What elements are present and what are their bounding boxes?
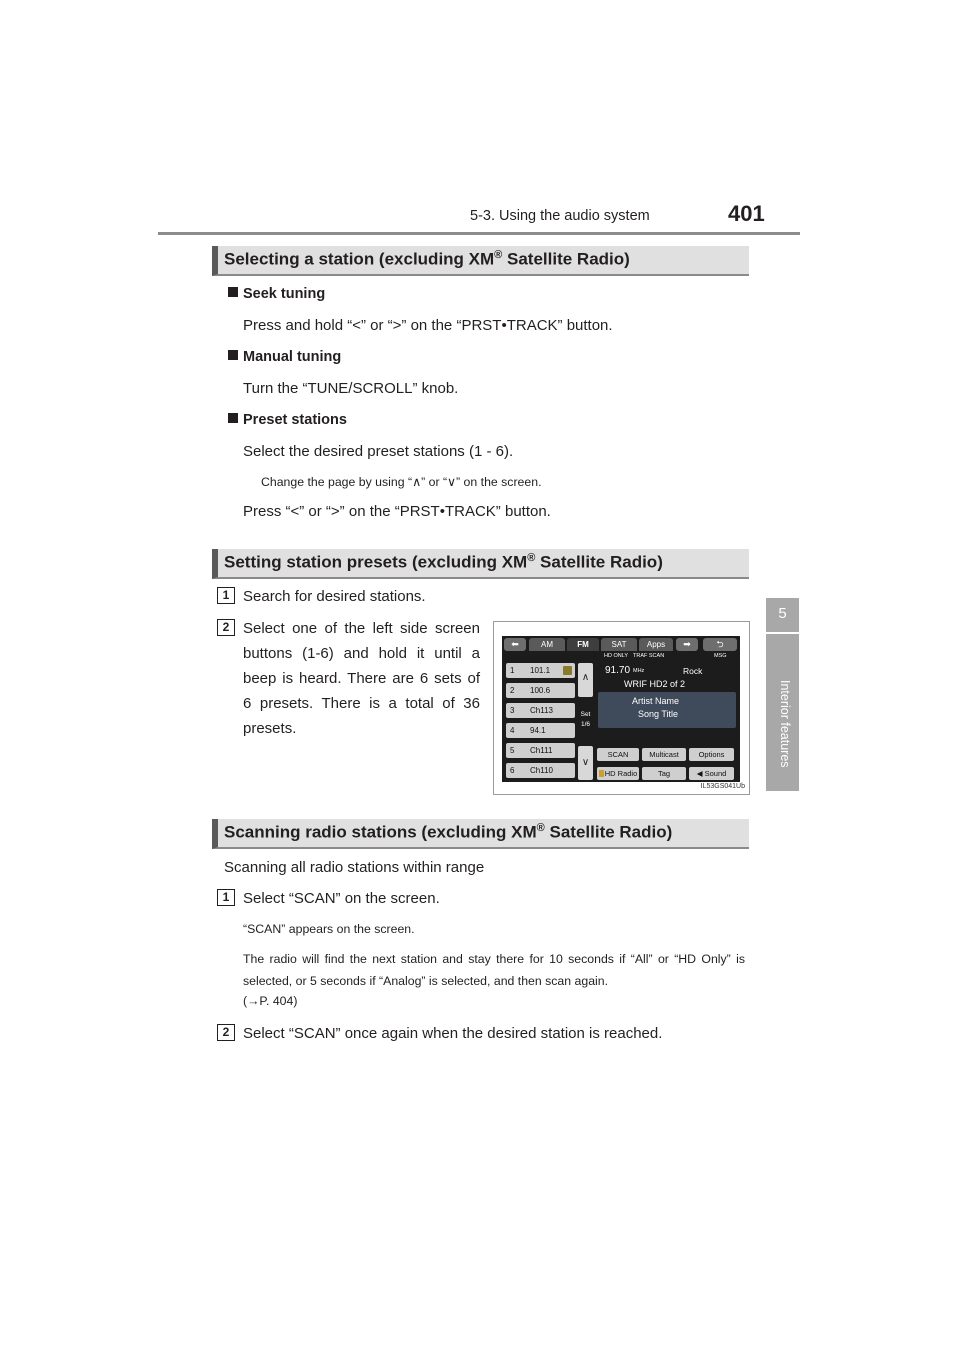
prev-arrow-icon: ⬅ bbox=[504, 638, 526, 651]
tab-sat: SAT bbox=[601, 638, 637, 651]
tab-fm: FM bbox=[567, 638, 599, 651]
scan-note-page-ref[interactable]: (→P. 404) bbox=[243, 994, 298, 1008]
square-bullet-icon bbox=[228, 350, 238, 360]
square-bullet-icon bbox=[228, 413, 238, 423]
page-down-icon: ∨ bbox=[578, 746, 593, 780]
preset-stations-text-2: Press “<” or “>” on the “PRST•TRACK” button. bbox=[243, 503, 551, 520]
preset-button: 2 100.6 bbox=[506, 683, 575, 698]
step-number-1: 1 bbox=[217, 587, 235, 604]
step-number-1: 1 bbox=[217, 889, 235, 906]
preset-stations-note: Change the page by using “∧” or “∨” on the screen. bbox=[261, 475, 542, 489]
square-bullet-icon bbox=[228, 287, 238, 297]
scan-note-1: “SCAN” appears on the screen. bbox=[243, 922, 415, 936]
genre: Rock bbox=[683, 666, 703, 676]
chapter-number: 5 bbox=[778, 605, 787, 622]
step-2-text: Select one of the left side screen buttons (1-6) and hold it until a beep is heard. There are 6 sets of 6 presets. There is a total of 36 presets. bbox=[243, 620, 480, 737]
back-icon: ⮌ bbox=[703, 638, 737, 651]
section-heading-scanning: Scanning radio stations (excluding XM® Satellite Radio) bbox=[212, 819, 749, 849]
chapter-tab-divider bbox=[766, 632, 799, 634]
tag-button: Tag bbox=[642, 767, 686, 780]
radio-screen-illustration bbox=[493, 621, 750, 795]
artist-name: Artist Name bbox=[632, 696, 680, 706]
preset-button: 4 94.1 bbox=[506, 723, 575, 738]
hd-indicator-icon bbox=[599, 770, 604, 777]
step-number-2: 2 bbox=[217, 619, 235, 636]
chapter-title: Interior features bbox=[778, 680, 792, 768]
header-rule bbox=[158, 232, 800, 235]
speaker-icon: ◀ bbox=[696, 769, 703, 778]
scanning-intro: Scanning all radio stations within range bbox=[224, 859, 485, 876]
preset-stations-text: Select the desired preset stations (1 - 6). bbox=[243, 443, 514, 460]
frequency: 91.70 bbox=[605, 665, 631, 676]
next-arrow-icon: ➡ bbox=[676, 638, 698, 651]
hd-only-indicator: HD ONLY bbox=[604, 653, 629, 659]
section-label: 5-3. Using the audio system bbox=[470, 208, 650, 224]
set-label: Set bbox=[580, 711, 591, 718]
speaker-icon bbox=[563, 666, 572, 675]
scan-note-2: The radio will find the next station and stay there for 10 seconds if “All” or “HD Only” is selected, or 5 seconds if “Analog” is selected, and then scan again. bbox=[243, 952, 745, 988]
tab-apps: Apps bbox=[639, 638, 673, 651]
manual-tuning-text: Turn the “TUNE/SCROLL” knob. bbox=[243, 380, 459, 397]
options-button: Options bbox=[689, 748, 734, 761]
seek-tuning-title: Seek tuning bbox=[228, 286, 325, 302]
msg-indicator: MSG bbox=[714, 653, 727, 659]
image-code: IL53GS041Ub bbox=[700, 783, 745, 790]
radio-display bbox=[502, 636, 740, 782]
page-number: 401 bbox=[728, 201, 765, 226]
frequency-unit: MHz bbox=[633, 668, 645, 674]
preset-button: 3 Ch113 bbox=[506, 703, 575, 718]
step-number-2: 2 bbox=[217, 1024, 235, 1041]
sound-button: ◀ Sound bbox=[689, 767, 734, 780]
section-heading-setting: Setting station presets (excluding XM® Satellite Radio) bbox=[212, 549, 749, 579]
set-page: 1/6 bbox=[580, 721, 591, 728]
traf-scan-indicator: TRAF SCAN bbox=[633, 653, 665, 659]
scan-step-1-text: Select “SCAN” on the screen. bbox=[243, 890, 440, 907]
song-title: Song Title bbox=[638, 709, 679, 719]
page-up-icon: ∧ bbox=[578, 663, 593, 697]
scan-button: SCAN bbox=[597, 748, 639, 761]
preset-stations-title: Preset stations bbox=[228, 412, 347, 428]
preset-button: 6 Ch110 bbox=[506, 763, 575, 778]
scan-step-2-text: Select “SCAN” once again when the desired station is reached. bbox=[243, 1025, 663, 1042]
section-heading-selecting: Selecting a station (excluding XM® Satellite Radio) bbox=[212, 246, 749, 276]
seek-tuning-text: Press and hold “<” or “>” on the “PRST•TRACK” button. bbox=[243, 317, 613, 334]
station-name: WRIF HD2 of 2 bbox=[624, 679, 686, 689]
tab-am: AM bbox=[529, 638, 565, 651]
multicast-button: Multicast bbox=[642, 748, 686, 761]
preset-button: 1 101.1 bbox=[506, 663, 575, 678]
hd-radio-button: HD Radio bbox=[597, 767, 639, 780]
manual-tuning-title: Manual tuning bbox=[228, 349, 341, 365]
preset-button: 5 Ch111 bbox=[506, 743, 575, 758]
step-1-text: Search for desired stations. bbox=[243, 588, 426, 605]
